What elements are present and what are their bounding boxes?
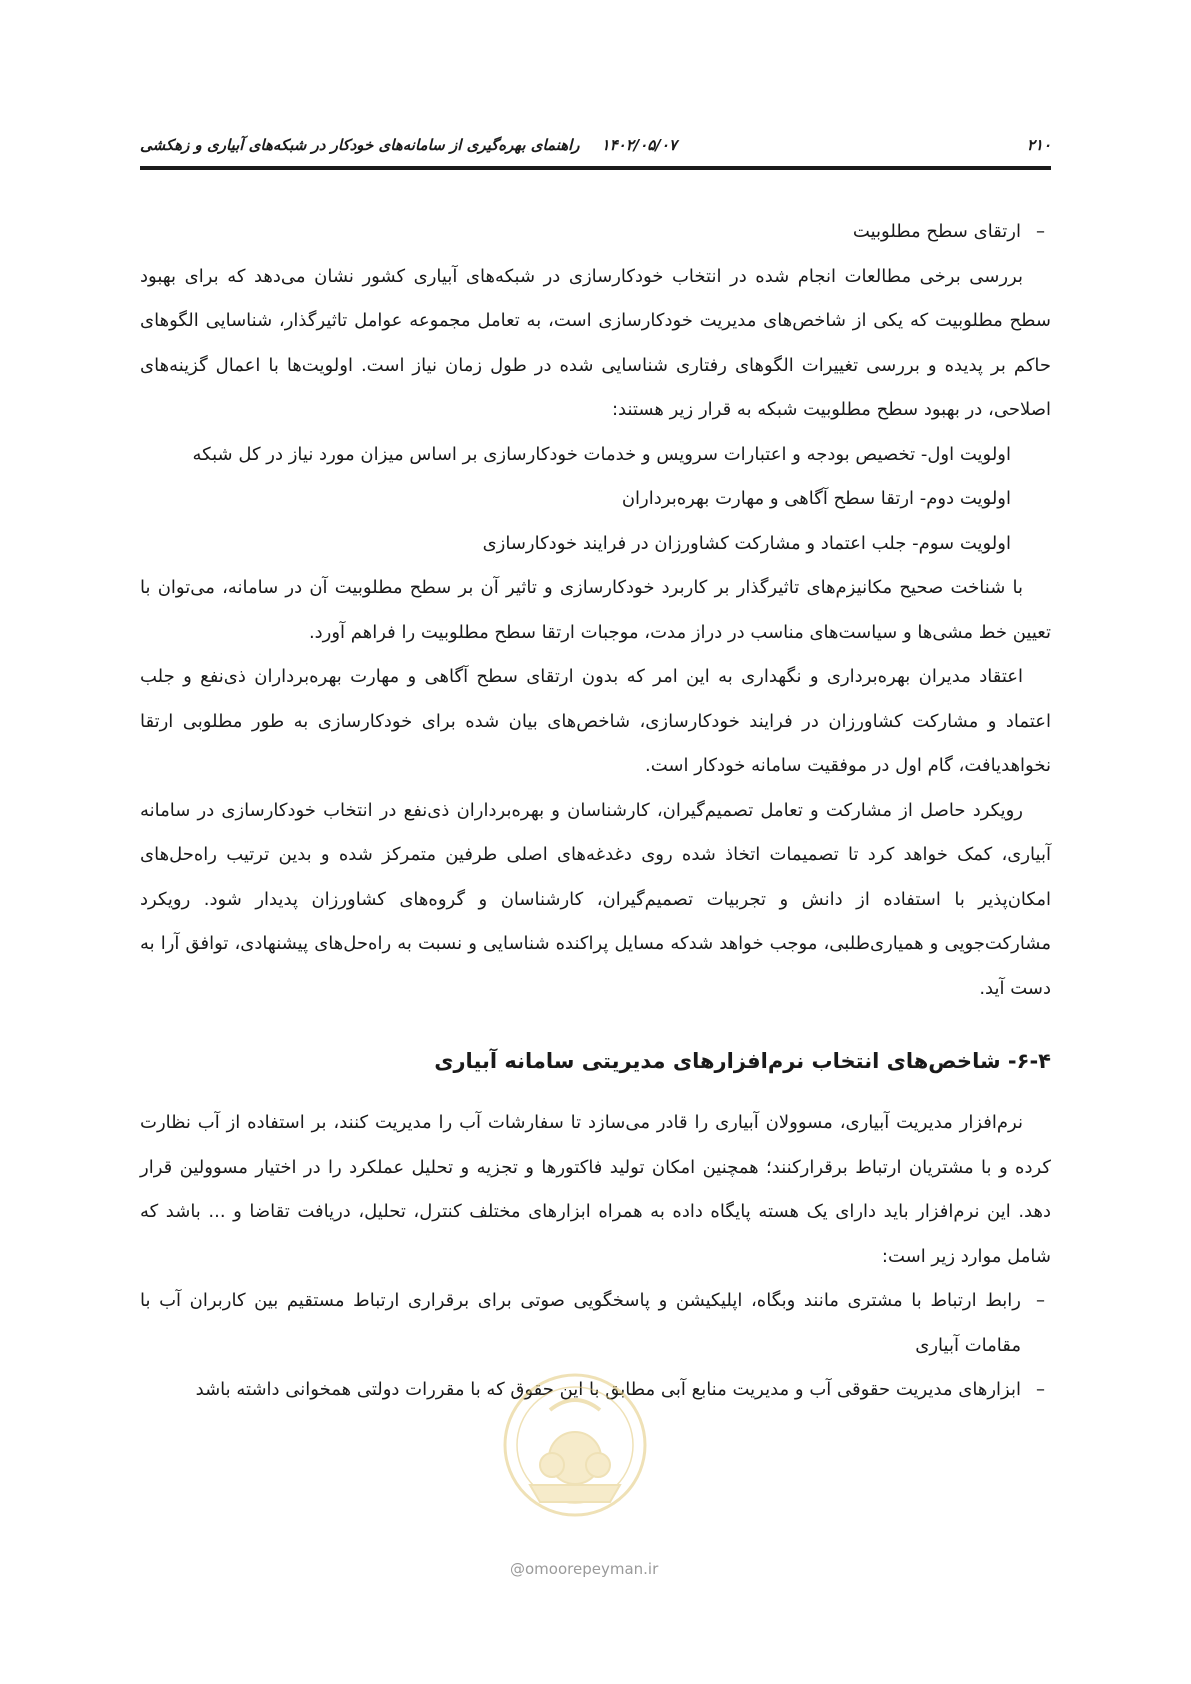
header-title: راهنمای بهره‌گیری از سامانه‌های خودکار در شبکه‌های آبیاری و زهکشی (140, 136, 580, 154)
header-date: ۱۴۰۲/۰۵/۰۷ (601, 136, 677, 154)
bullet-dash: – (1036, 221, 1045, 242)
page-header (140, 128, 1051, 162)
bullet-text: ابزارهای مدیریت حقوقی آب و مدیریت منابع آبی مطابق با این حقوق که با مقررات دولتی همخوانی داشته باشد (195, 1379, 1021, 1400)
header-title-group (140, 136, 677, 154)
section-heading: ۶-۴- شاخص‌های انتخاب نرم‌افزارهای مدیریتی سامانه آبیاری (434, 1049, 1051, 1073)
priority-item-1: اولویت اول- تخصیص بودجه و اعتبارات سرویس و خدمات خودکارسازی بر اساس میزان مورد نیاز در کل شبکه (192, 443, 1011, 465)
bullet-dash: – (1036, 1379, 1045, 1400)
bullet-text: ارتقای سطح مطلوبیت (852, 221, 1021, 242)
bullet-item-1 (140, 1279, 1051, 1368)
bullet-text: رابط ارتباط با مشتری مانند وبگاه، اپلیکیشن و پاسخگویی صوتی برای برقراری ارتباط مستقیم بین کاربران آب با مقامات آبیاری (140, 1290, 1021, 1356)
document-body (140, 210, 1051, 1413)
page-number: ۲۱۰ (1026, 136, 1051, 154)
paragraph-2: با شناخت صحیح مکانیزم‌های تاثیرگذار بر کاربرد خودکارسازی و تاثیر آن بر سطح مطلوبیت آن در سامانه، می‌توان با تعیین خط مشی‌ها و سیاست‌های مناسب در دراز مدت، موجبات ارتقا سطح مطلوبیت را فراهم آورد. (140, 577, 1051, 643)
paragraph-5: نرم‌افزار مدیریت آبیاری، مسوولان آبیاری را قادر می‌سازد تا سفارشات آب را مدیریت کنند، بر استفاده از آب نظارت کرده و با مشتریان ارتباط برقرارکنند؛ همچنین امکان تولید فاکتورها و تجزیه و تحلیل عملکرد را در اختیار مسوولین قرار دهد. این نرم‌افزار باید دارای یک هسته پایگاه داده به همراه ابزارهای مختلف کنترل، تحلیل، دریافت تقاضا و ... باشد که شامل موارد زیر است: (140, 1112, 1051, 1267)
priority-item-2: اولویت دوم- ارتقا سطح آگاهی و مهارت بهره‌برداران (621, 488, 1011, 509)
priority-item-3: اولویت سوم- جلب اعتماد و مشارکت کشاورزان در فرایند خودکارسازی (482, 532, 1011, 554)
bullet-dash: – (1036, 1290, 1045, 1311)
header-rule (140, 166, 1051, 170)
paragraph-3: اعتقاد مدیران بهره‌برداری و نگهداری به این امر که بدون ارتقای سطح آگاهی و مهارت بهره‌برداران ذی‌نفع و جلب اعتماد و مشارکت کشاورزان در فرایند خودکارسازی، شاخص‌های بیان شده برای خودکارسازی به طور مطلوبی ارتقا نخواهدیافت، گام اول در موفقیت سامانه خودکار است. (140, 666, 1051, 776)
paragraph-4: رویکرد حاصل از مشارکت و تعامل تصمیم‌گیران، کارشناسان و بهره‌برداران ذی‌نفع در انتخاب خودکارسازی در سامانه آبیاری، کمک خواهد کرد تا تصمیمات اتخاذ شده روی دغدغه‌های اصلی طرفین متمرکز شده و بدین ترتیب راه‌حل‌های امکان‌پذیر با استفاده از دانش و تجربیات تصمیم‌گیران، کارشناسان و گروه‌های کشاورزان پدیدار شود. رویکرد مشارکت‌جویی و همیاری‌طلبی، موجب خواهد شدکه مسایل پراکنده شناسایی و نسبت به راه‌حل‌های پیشنهادی، توافق آرا به دست آید. (140, 799, 1051, 999)
watermark-logo-icon (500, 1370, 650, 1520)
bullet-satisfaction (140, 210, 1051, 255)
paragraph-1: بررسی برخی مطالعات انجام شده در انتخاب خودکارسازی در شبکه‌های آبیاری کشور نشان می‌دهد که برای بهبود سطح مطلوبیت که یکی از شاخص‌های مدیریت خودکارسازی است، به تعامل مجموعه عوامل تاثیرگذار، شناسایی الگوهای حاکم بر پدیده و بررسی تغییرات الگوهای رفتاری شناسایی شده در طول زمان نیاز است. اولویت‌ها با اعمال گزینه‌های اصلاحی، در بهبود سطح مطلوبیت شبکه به قرار زیر هستند: (140, 265, 1051, 420)
watermark-text: @omoorepeyman.ir (510, 1560, 659, 1578)
